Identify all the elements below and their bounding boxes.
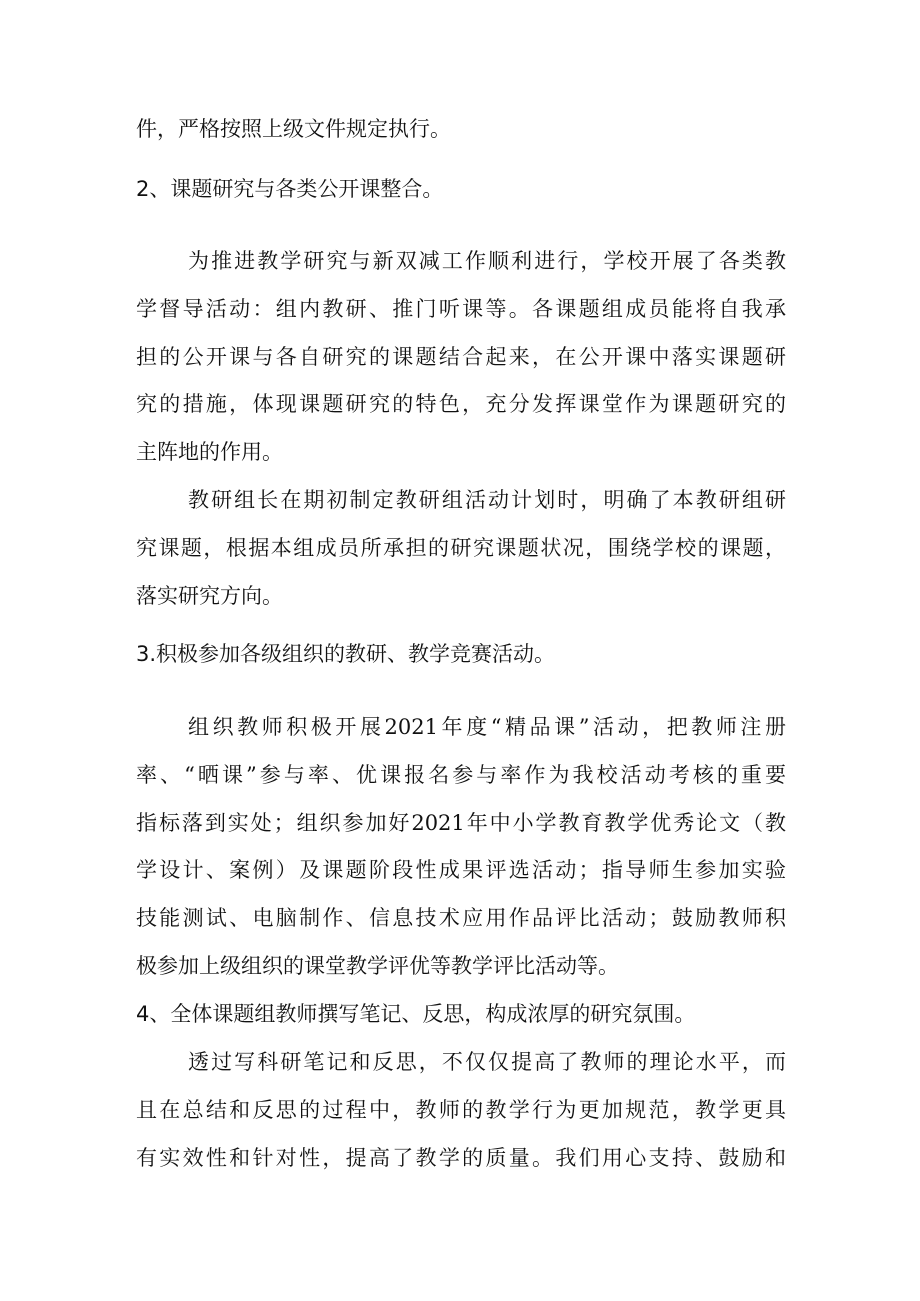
text-line: 教研组长在期初制定教研组活动计划时，明确了本教研组研 [188, 488, 786, 512]
section-heading: 3.积极参加各级组织的教研、教学竞赛活动。 [136, 642, 556, 666]
text-line: 学设计、案例）及课题阶段性成果评选活动；指导师生参加实验 [136, 858, 786, 882]
text-line: 究课题，根据本组成员所承担的研究课题状况，围绕学校的课题， [136, 536, 786, 560]
text-line: 有实效性和针对性，提高了教学的质量。我们用心支持、鼓励和 [136, 1146, 786, 1170]
text-line: 究的措施，体现课题研究的特色，充分发挥课堂作为课题研究的 [136, 392, 786, 416]
text-line: 指标落到实处；组织参加好2021年中小学教育教学优秀论文（教 [136, 811, 786, 835]
text-line: 担的公开课与各自研究的课题结合起来，在公开课中落实课题研 [136, 345, 786, 369]
text-line: 率、“晒课”参与率、优课报名参与率作为我校活动考核的重要 [136, 763, 786, 787]
text-line: 主阵地的作用。 [136, 440, 283, 464]
text-line: 且在总结和反思的过程中，教师的教学行为更加规范，教学更具 [136, 1098, 786, 1122]
text-line: 透过写科研笔记和反思，不仅仅提高了教师的理论水平，而 [188, 1050, 786, 1074]
section-heading: 4、全体课题组教师撰写笔记、反思，构成浓厚的研究氛围。 [136, 1002, 696, 1026]
text-line: 落实研究方向。 [136, 584, 283, 608]
section-heading: 2、课题研究与各类公开课整合。 [136, 177, 444, 201]
text-line: 件，严格按照上级文件规定执行。 [136, 117, 451, 141]
text-line: 为推进教学研究与新双减工作顺利进行，学校开展了各类教 [188, 249, 786, 273]
text-line: 组织教师积极开展2021年度“精品课”活动，把教师注册 [188, 715, 786, 739]
text-line: 技能测试、电脑制作、信息技术应用作品评比活动；鼓励教师积 [136, 906, 786, 930]
text-line: 学督导活动：组内教研、推门听课等。各课题组成员能将自我承 [136, 297, 786, 321]
text-line: 极参加上级组织的课堂教学评优等教学评比活动等。 [136, 954, 619, 978]
